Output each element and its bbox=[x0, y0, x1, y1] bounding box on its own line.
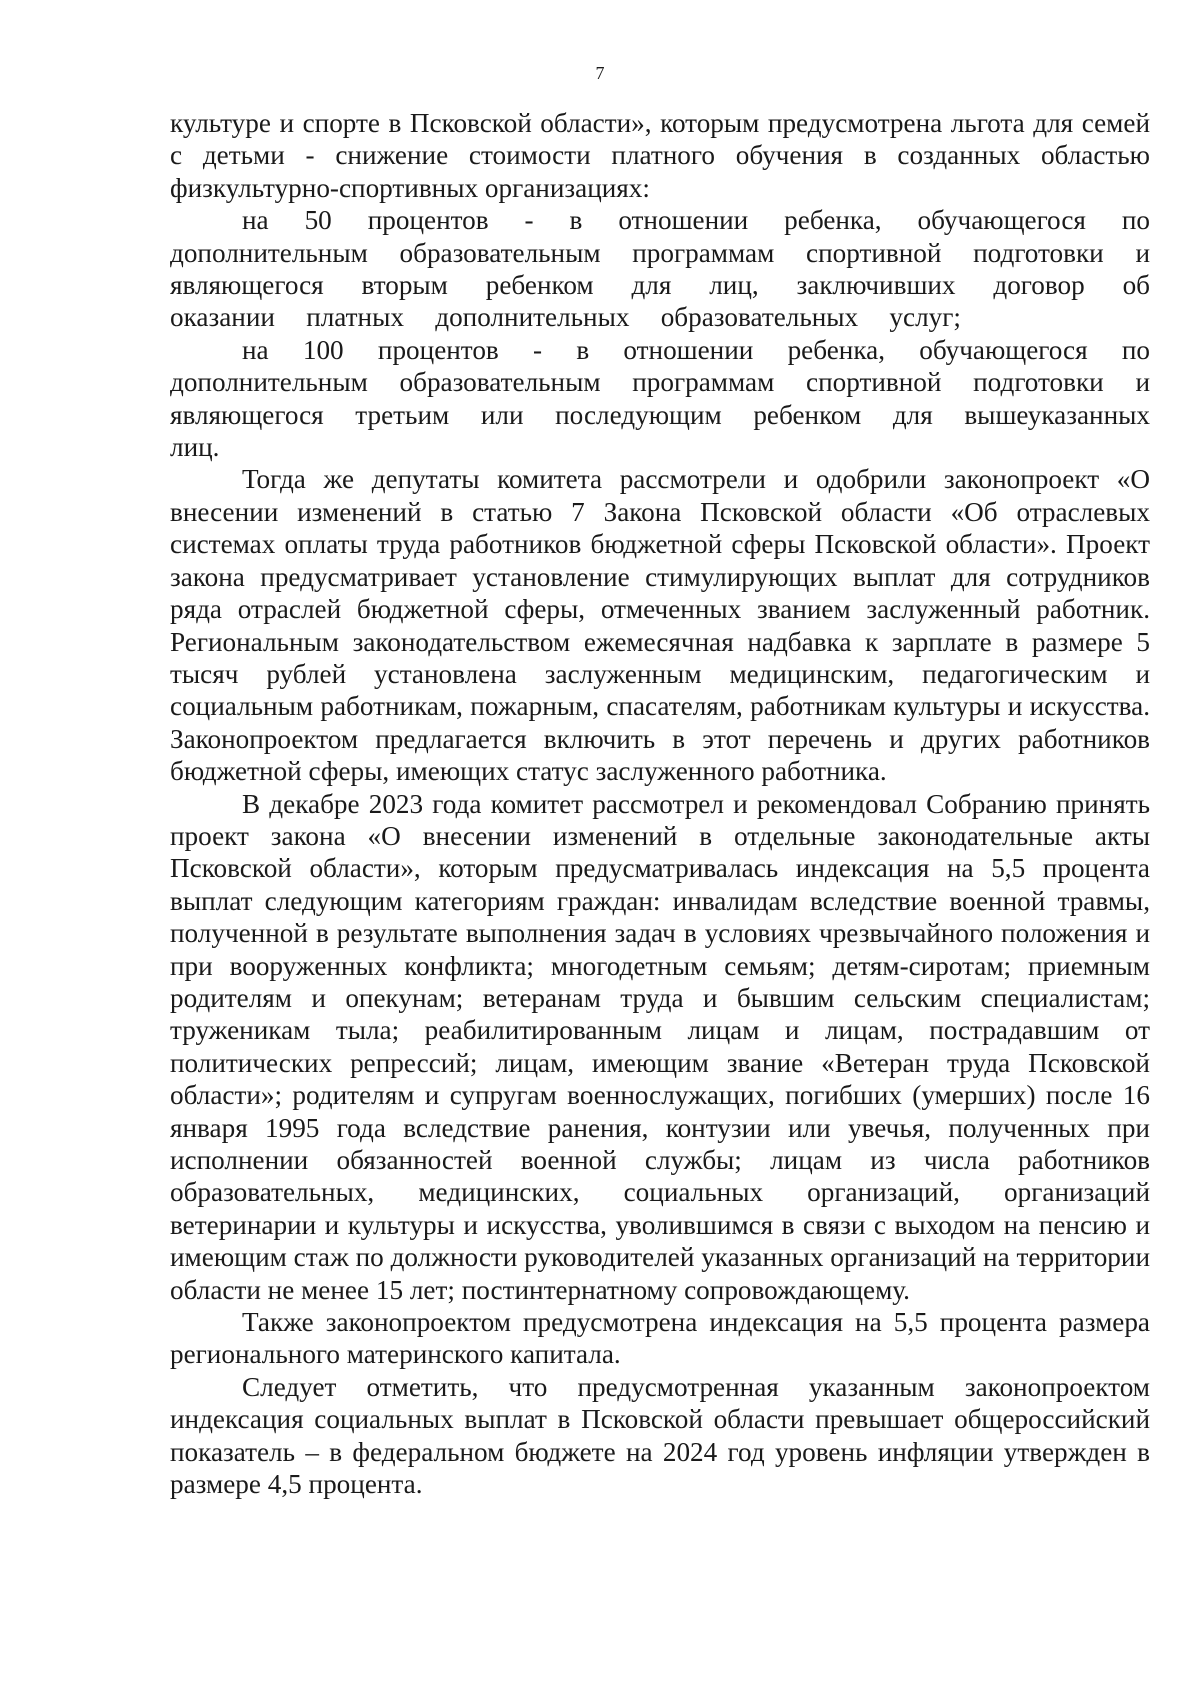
paragraph-wage-systems-bill: Тогда же депутаты комитета рассмотрели и одобрили законопроект «О внесении изменений в статью 7 Закона Псковской области «Об отраслевых системах оплаты труда работников бюджетной сферы Псковской области». Проект закона предусматривает установление стимулирующих выплат для сотрудников ряда отраслей бюджетной сферы, отмеченных званием заслуженный работник. Региональным законодательством ежемесячная надбавка к зарплате в размере 5 тысяч рублей установлена заслуженным медицинским, педагогическим и социальным работникам, пожарным, спасателям, работникам культуры и искусства. Законопроектом предлагается включить в этот перечень и других работников бюджетной сферы, имеющих статус заслуженного работника. bbox=[170, 464, 1150, 787]
paragraph-inflation-note: Следует отметить, что предусмотренная указанным законопроектом индексация социальных выплат в Псковской области превышает общероссийский показатель – в федеральном бюджете на 2024 год уровень инфляции утвержден в размере 4,5 процента. bbox=[170, 1371, 1150, 1500]
paragraph-maternity-capital: Также законопроектом предусмотрена индексация на 5,5 процента размера регионального материнского капитала. bbox=[170, 1307, 1150, 1370]
page-number: 7 bbox=[595, 63, 605, 83]
document-body bbox=[170, 107, 1150, 1500]
paragraph-december-indexation: В декабре 2023 года комитет рассмотрел и рекомендовал Собранию принять проект закона «О внесении изменений в отдельные законодательные акты Псковской области», которым предусматривалась индексация на 5,5 процента выплат следующим категориям граждан: инвалидам вследствие военной травмы, полученной в результате выполнения задач в условиях чрезвычайного положения и при вооруженных конфликта; многодетным семьям; детям-сиротам; приемным родителям и опекунам; ветеранам труда и бывшим сельским специалистам; труженикам тыла; реабилитированным лицам и лицам, пострадавшим от политических репрессий; лицам, имеющим звание «Ветеран труда Псковской области»; родителям и супругам военнослужащих, погибших (умерших) после 16 января 1995 года вследствие ранения, контузии или увечья, полученных при исполнении обязанностей военной службы; лицам из числа работников образовательных, медицинских, социальных организаций, организаций ветеринарии и культуры и искусства, уволившимся в связи с выходом на пенсию и имеющим стаж по должности руководителей указанных организаций на территории области не менее 15 лет; постинтернатному сопровождающему. bbox=[170, 788, 1150, 1305]
paragraph-50-percent: на 50 процентов - в отношении ребенка, обучающегося по дополнительным образовательным программам спортивной подготовки и являющегося вторым ребенком для лиц, заключивших договор об оказании платных дополнительных образовательных услуг; bbox=[170, 205, 1150, 333]
paragraph-sports-benefit-intro: культуре и спорте в Псковской области», которым предусмотрена льгота для семей с детьми - снижение стоимости платного обучения в созданных областью физкультурно-спортивных организациях: bbox=[170, 108, 1150, 203]
paragraph-100-percent: на 100 процентов - в отношении ребенка, обучающегося по дополнительным образовательным программам спортивной подготовки и являющегося третьим или последующим ребенком для вышеуказанных лиц. bbox=[170, 334, 1150, 463]
